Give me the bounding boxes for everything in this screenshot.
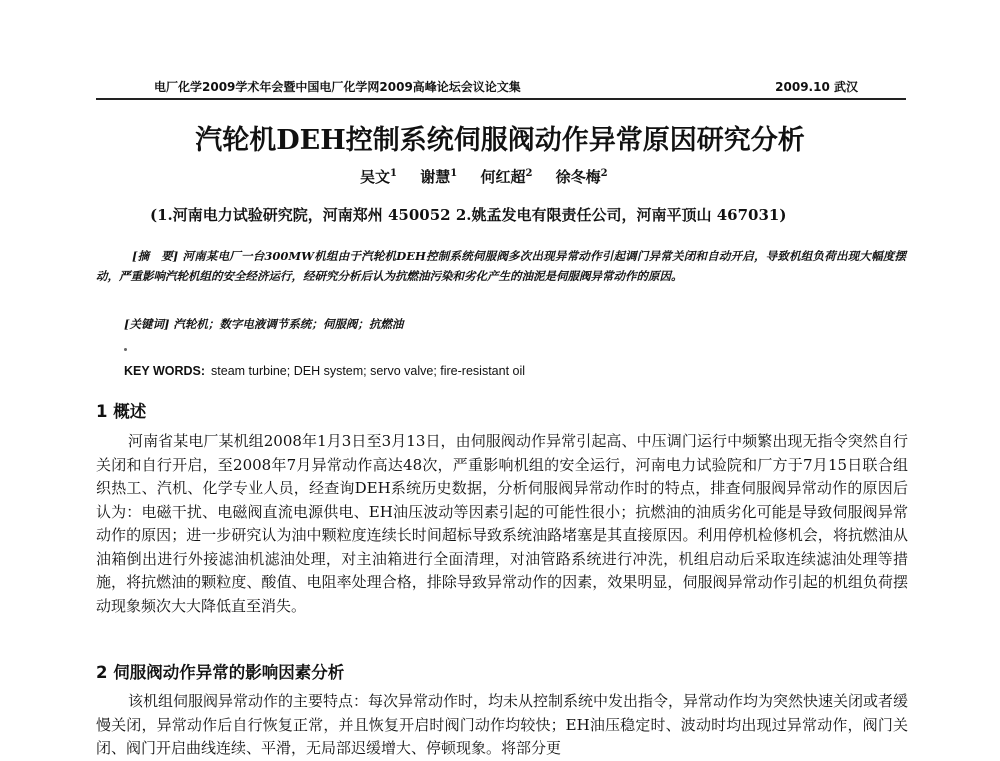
abstract-label: [摘 要] [132,249,179,263]
author: 谢慧$^1$ [420,168,458,186]
english-keywords-text: steam turbine; DEH system; servo valve; fire-resistant oil [211,364,526,378]
author: 徐冬梅$^2$ [555,168,608,186]
scan-dot [124,348,127,351]
author: 吴文$^1$ [360,168,397,186]
english-keywords [124,364,525,378]
abstract [96,246,906,286]
section-heading: 2 伺服阀动作异常的影响因素分析 [96,663,345,682]
date-place: 2009.10 武汉 [775,80,858,94]
english-keywords-label: KEY WORDS: [124,364,206,378]
running-header [96,76,906,98]
body-paragraph: 该机组伺服阀异常动作的主要特点：每次异常动作时，均未从控制系统中发出指令，异常动作均为突然快速关闭或者缓慢关闭，异常动作后自行恢复正常，并且恢复开启时阀门动作均较快；EH油压稳定时、波动时均出现过异常动作，阀门关闭、阀门开启曲线连续、平滑，无局部迟缓增大、停顿现象。将部分更 [96,692,909,757]
keywords-text: 汽轮机；数字电液调节系统；伺服阀；抗燃油 [173,317,404,331]
author-list [360,166,626,187]
section-heading: 1 概述 [96,402,147,421]
author: 何红超$^2$ [480,168,533,186]
affiliations: (1.河南电力试验研究院，河南郑州 450052 2.姚孟发电有限责任公司，河南平顶山 467031) [150,206,787,224]
header-rule [96,98,906,100]
keywords-label: [关键词] [124,317,170,331]
journal-name: 电厂化学2009学术年会暨中国电厂化学网2009高峰论坛会议论文集 [154,80,521,94]
paper-title: 汽轮机DEH控制系统伺服阀动作异常原因研究分析 [195,125,805,156]
keywords [124,316,403,332]
abstract-text: 河南某电厂一台300MW机组由于汽轮机DEH控制系统伺服阀多次出现异常动作引起调门异常关闭和自动开启，导致机组负荷出现大幅度摆动，严重影响汽轮机组的安全经济运行，经研究分析后认为抗燃油污染和劣化产生的油泥是伺服阀异常动作的原因。 [96,249,906,283]
body-paragraph: 河南省某电厂某机组2008年1月3日至3月13日，由伺服阀动作异常引起高、中压调门运行中频繁出现无指令突然自行关闭和自行开启，至2008年7月异常动作高达48次，严重影响机组的安全运行，河南电力试验院和厂方于7月15日联合组织热工、汽机、化学专业人员，经查询DEH系统历史数据，分析伺服阀异常动作时的特点，排查伺服阀异常动作的原因后认为：电磁干扰、电磁阀直流电源供电、EH油压波动等因素引起的可能性很小；抗燃油的油质劣化可能是导致伺服阀异常动作的原因；进一步研究认为油中颗粒度连续长时间超标导致系统油路堵塞是其直接原因。利用停机检修机会，将抗燃油从油箱倒出进行外接滤油机滤油处理，对主油箱进行全面清理，对油管路系统进行冲洗，机组启动后采取连续滤油处理等措施，将抗燃油的颗粒度、酸值、电阻率处理合格，排除导致异常动作的因素，效果明显，伺服阀异常动作引起的机组负荷摆动现象频次大大降低直至消失。 [96,432,908,615]
